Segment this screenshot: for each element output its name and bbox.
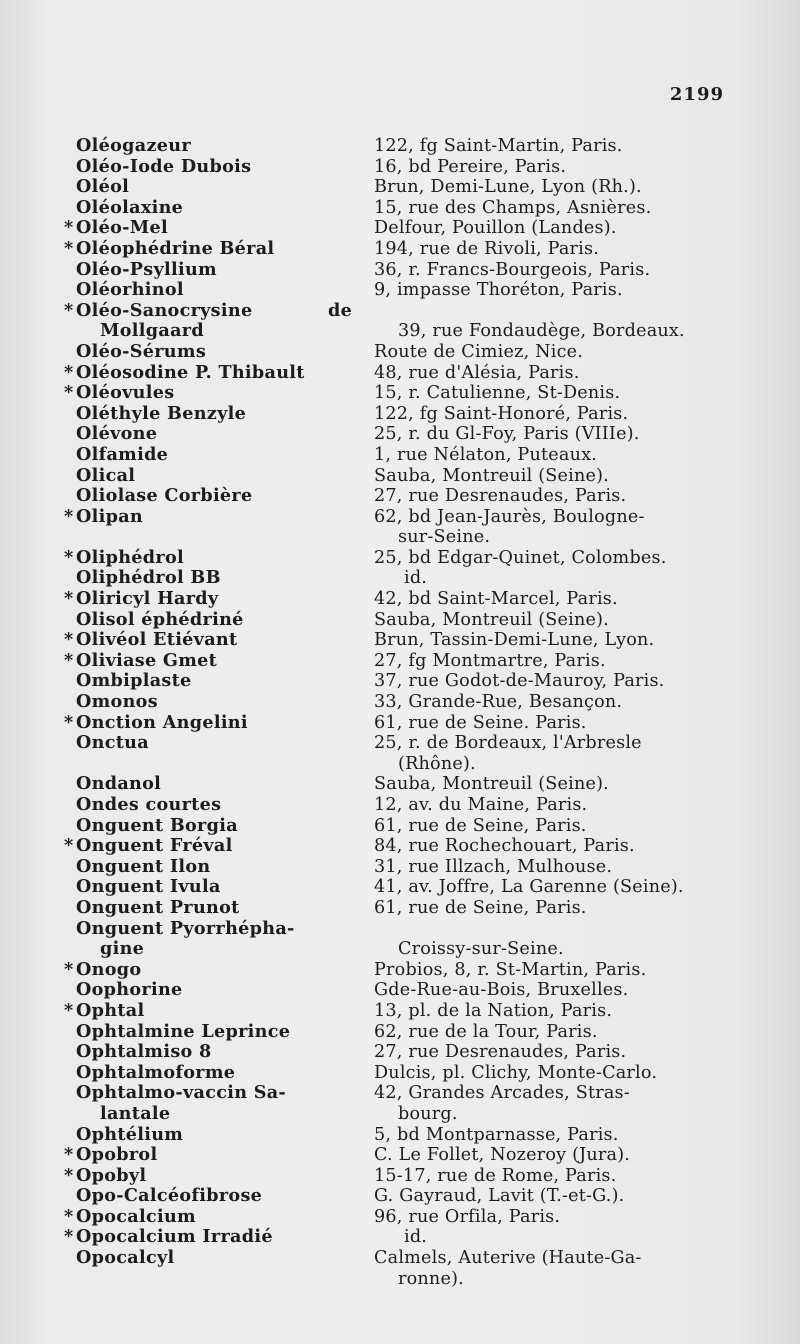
- address-line: Sauba, Montreuil (Seine).: [374, 774, 609, 795]
- product-name-line: lantale: [100, 1102, 171, 1124]
- product-name-line: Mollgaard: [100, 320, 204, 342]
- address: [374, 857, 736, 878]
- product-name: [64, 1144, 374, 1166]
- address: [374, 383, 736, 404]
- list-item: [76, 919, 736, 960]
- asterisk-mark: *: [64, 649, 74, 671]
- product-name-line: Oléol: [76, 176, 130, 198]
- asterisk-mark: *: [64, 361, 74, 383]
- product-name: [76, 1042, 374, 1063]
- product-name-line: Ombiplaste: [76, 670, 192, 692]
- address: [374, 1042, 736, 1063]
- list-item: [76, 1186, 736, 1207]
- list-item: [76, 424, 736, 445]
- product-name: [64, 1164, 374, 1187]
- address: [374, 1166, 736, 1187]
- address-line: 122, fg Saint-Honoré, Paris.: [374, 403, 629, 424]
- product-name-line: Ophtalmo-vaccin Sa-: [76, 1082, 287, 1104]
- product-name: [76, 177, 374, 198]
- asterisk-mark: *: [64, 299, 74, 321]
- address-line: ronne).: [398, 1268, 464, 1289]
- product-name: [76, 857, 374, 878]
- product-name-line: Olévone: [76, 423, 158, 445]
- page-number: 2199: [669, 84, 724, 105]
- address-line: Sauba, Montreuil (Seine).: [374, 609, 609, 630]
- product-name-line: Ophtalmine Leprince: [76, 1020, 291, 1042]
- address-line: 61, rue de Seine, Paris.: [374, 897, 587, 918]
- list-item: [76, 260, 736, 281]
- list-item: [76, 1063, 736, 1084]
- address: [374, 589, 736, 610]
- product-name-line: Onguent Ilon: [76, 855, 211, 877]
- product-name-line: Ophtalmiso 8: [76, 1041, 212, 1063]
- address-line: 1, rue Nélaton, Puteaux.: [374, 444, 598, 465]
- product-name: [76, 198, 374, 219]
- list-item: [64, 1144, 736, 1166]
- product-name-line: Ondanol: [76, 773, 162, 795]
- list-item: [76, 177, 736, 198]
- address-line: Croissy-sur-Seine.: [398, 939, 564, 960]
- address-line: 48, rue d'Alésia, Paris.: [374, 362, 580, 383]
- address-line: 42, bd Saint-Marcel, Paris.: [374, 589, 618, 610]
- product-name: [76, 919, 374, 960]
- product-name-line: Ophtal: [76, 999, 145, 1021]
- list-item: [64, 958, 736, 981]
- list-item: [76, 816, 736, 837]
- product-name-line: Olipan: [76, 505, 143, 527]
- list-item: [64, 629, 736, 651]
- list-item: [76, 404, 736, 425]
- list-item: [76, 774, 736, 795]
- address: [374, 445, 736, 466]
- address-line: Probios, 8, r. St-Martin, Paris.: [374, 959, 647, 980]
- product-name: [76, 733, 374, 754]
- address-line: Calmels, Auterive (Haute-Ga-: [374, 1248, 642, 1269]
- address: [374, 651, 736, 672]
- address-line: id.: [404, 1227, 428, 1248]
- address-line: Dulcis, pl. Clichy, Monte-Carlo.: [374, 1062, 658, 1083]
- address: [374, 1063, 736, 1084]
- address-line: 84, rue Rochechouart, Paris.: [374, 836, 635, 857]
- asterisk-mark: *: [64, 629, 74, 651]
- product-name-line: Ophtélium: [76, 1123, 184, 1145]
- list-item: [64, 299, 736, 342]
- product-name: [76, 1063, 374, 1084]
- product-name-line: Oléovules: [76, 382, 175, 404]
- address-line: Brun, Tassin-Demi-Lune, Lyon.: [374, 630, 655, 651]
- product-name-line: Olisol éphédriné: [76, 608, 244, 630]
- product-name: [64, 546, 374, 569]
- address-line: 61, rue de Seine, Paris.: [374, 815, 587, 836]
- product-name: [76, 568, 374, 589]
- product-name-line: Olivéol Etiévant: [76, 629, 238, 651]
- address: [374, 548, 736, 569]
- asterisk-mark: *: [64, 505, 74, 527]
- address: [374, 136, 736, 157]
- product-name: [64, 361, 374, 384]
- product-name: [76, 280, 374, 301]
- asterisk-mark: *: [64, 1226, 74, 1248]
- list-item: [76, 1042, 736, 1063]
- product-name-line: Olical: [76, 464, 136, 486]
- product-name-line: Oléo-Iode Dubois: [76, 155, 252, 177]
- product-name-line: Oliphédrol: [76, 546, 184, 568]
- list-item: [76, 877, 736, 898]
- address: [374, 898, 736, 919]
- address-line: 96, rue Orfila, Paris.: [374, 1206, 561, 1227]
- asterisk-mark: *: [64, 835, 74, 857]
- product-name: [76, 1125, 374, 1146]
- address: [374, 1145, 736, 1166]
- address-line: Brun, Demi-Lune, Lyon (Rh.).: [374, 177, 642, 198]
- list-item: [76, 857, 736, 878]
- product-name: [76, 1083, 374, 1124]
- asterisk-mark: *: [64, 1205, 74, 1227]
- product-name: [76, 136, 374, 157]
- list-item: [76, 1083, 736, 1124]
- address: [374, 877, 736, 898]
- product-name-line: Opocalcium Irradié: [76, 1226, 273, 1248]
- product-name: [64, 299, 374, 342]
- list-item: [76, 1125, 736, 1146]
- address-line: G. Gayraud, Lavit (T.-et-G.).: [374, 1186, 625, 1207]
- address-line: C. Le Follet, Nozeroy (Jura).: [374, 1145, 631, 1166]
- address: [374, 816, 736, 837]
- product-name: [64, 835, 374, 857]
- address-line: 42, Grandes Arcades, Stras-: [374, 1083, 630, 1104]
- product-name-line: Oliolase Corbière: [76, 485, 253, 507]
- asterisk-mark: *: [64, 217, 74, 239]
- product-name: [64, 1205, 374, 1228]
- address-line: 62, bd Jean-Jaurès, Boulogne-: [374, 506, 645, 527]
- product-name: [76, 486, 374, 507]
- address-line: 27, fg Montmartre, Paris.: [374, 650, 606, 671]
- product-name-line: Opocalcyl: [76, 1247, 175, 1269]
- address: [374, 1227, 736, 1248]
- product-name-line: Oliphédrol BB: [76, 567, 221, 589]
- address: [374, 363, 736, 384]
- entry-list: [64, 135, 736, 1289]
- address-line: bourg.: [398, 1103, 458, 1124]
- list-item: [76, 692, 736, 713]
- product-name: [76, 424, 374, 445]
- list-item: [76, 1022, 736, 1043]
- address-line: 25, bd Edgar-Quinet, Colombes.: [374, 547, 667, 568]
- product-name-line: Opo-Calcéofibrose: [76, 1185, 263, 1207]
- address-line: 36, r. Francs-Bourgeois, Paris.: [374, 259, 651, 280]
- asterisk-mark: *: [64, 382, 74, 404]
- product-name-suffix: de: [328, 299, 353, 321]
- list-item: [76, 445, 736, 466]
- product-name: [64, 1226, 374, 1248]
- product-name: [76, 1186, 374, 1207]
- address: [374, 404, 736, 425]
- list-item: [76, 486, 736, 507]
- product-name: [76, 795, 374, 816]
- product-name: [76, 404, 374, 425]
- product-name: [76, 157, 374, 178]
- address-line: 122, fg Saint-Martin, Paris.: [374, 136, 623, 156]
- address-line: 25, r. de Bordeaux, l'Arbresle: [374, 733, 642, 754]
- product-name-line: Oléthyle Benzyle: [76, 402, 247, 424]
- list-item: [76, 733, 736, 774]
- product-name: [64, 649, 374, 672]
- address: [374, 960, 736, 981]
- product-name: [76, 877, 374, 898]
- address: [374, 1207, 736, 1228]
- address-line: 27, rue Desrenaudes, Paris.: [374, 1042, 627, 1063]
- product-name: [76, 898, 374, 919]
- product-name: [76, 980, 374, 1001]
- list-item: [64, 999, 736, 1022]
- address: [374, 260, 736, 281]
- asterisk-mark: *: [64, 1164, 74, 1186]
- address-line: 41, av. Joffre, La Garenne (Seine).: [374, 877, 684, 898]
- product-name: [64, 505, 374, 528]
- list-item: [64, 711, 736, 734]
- list-item: [64, 361, 736, 384]
- list-item: [76, 157, 736, 178]
- address-line: 39, rue Fondaudège, Bordeaux.: [398, 321, 685, 342]
- address-line: Sauba, Montreuil (Seine).: [374, 465, 609, 486]
- address: [374, 568, 736, 589]
- address-line: 25, r. du Gl-Foy, Paris (VIIIe).: [374, 424, 640, 445]
- address: [374, 1125, 736, 1146]
- product-name-line: Oliviase Gmet: [76, 649, 218, 671]
- address: [374, 774, 736, 795]
- list-item: [64, 382, 736, 404]
- address-line: 31, rue Illzach, Mulhouse.: [374, 856, 613, 877]
- product-name: [76, 1248, 374, 1269]
- address-line: 5, bd Montparnasse, Paris.: [374, 1124, 619, 1145]
- asterisk-mark: *: [64, 1144, 74, 1166]
- address: [374, 157, 736, 178]
- address: [374, 424, 736, 445]
- asterisk-mark: *: [64, 999, 74, 1021]
- list-item: [76, 980, 736, 1001]
- address-line: 9, impasse Thoréton, Paris.: [374, 280, 623, 301]
- address-line: (Rhône).: [398, 753, 476, 774]
- asterisk-mark: *: [64, 958, 74, 980]
- address-line: 27, rue Desrenaudes, Paris.: [374, 486, 627, 507]
- address: [374, 980, 736, 1001]
- list-item: [64, 835, 736, 857]
- list-item: [64, 1205, 736, 1228]
- address: [374, 919, 736, 960]
- product-name-line: Oléo-Sérums: [76, 340, 207, 362]
- product-name: [64, 588, 374, 610]
- address: [374, 795, 736, 816]
- product-name-line: Onguent Prunot: [76, 896, 240, 918]
- address-line: id.: [404, 568, 428, 589]
- product-name: [64, 237, 374, 260]
- product-name: [64, 217, 374, 239]
- product-name: [64, 958, 374, 981]
- list-item: [76, 136, 736, 157]
- product-name: [64, 629, 374, 651]
- list-item: [64, 217, 736, 239]
- asterisk-mark: *: [64, 711, 74, 733]
- product-name: [76, 671, 374, 692]
- address-line: 16, bd Pereire, Paris.: [374, 156, 567, 177]
- product-name-line: Oléo-Mel: [76, 217, 168, 239]
- product-name-line: Onguent Borgia: [76, 814, 238, 836]
- list-item: [76, 198, 736, 219]
- product-name-line: Oléo-Sanocrysine de: [76, 299, 353, 321]
- address: [374, 1022, 736, 1043]
- address: [374, 836, 736, 857]
- address: [374, 610, 736, 631]
- address: [374, 466, 736, 487]
- product-name-line: Ophtalmoforme: [76, 1061, 236, 1083]
- address: [374, 1001, 736, 1022]
- product-name-line: Onguent Pyorrhépha-: [76, 917, 295, 939]
- address-line: 61, rue de Seine. Paris.: [374, 712, 587, 733]
- product-name: [76, 466, 374, 487]
- list-item: [76, 342, 736, 363]
- address: [374, 486, 736, 507]
- address: [374, 342, 736, 363]
- address: [374, 692, 736, 713]
- product-name: [76, 342, 374, 363]
- list-item: [64, 546, 736, 569]
- product-name: [76, 816, 374, 837]
- address-line: [374, 919, 736, 940]
- product-name-line: gine: [100, 938, 145, 960]
- address: [374, 301, 736, 342]
- product-name-line: Oliricyl Hardy: [76, 588, 219, 610]
- product-name-line: Onction Angelini: [76, 711, 248, 733]
- product-name-line: Oléogazeur: [76, 135, 191, 156]
- product-name: [76, 774, 374, 795]
- address-line: 15, r. Catulienne, St-Denis.: [374, 383, 621, 404]
- address: [374, 239, 736, 260]
- product-name-line: Opocalcium: [76, 1205, 196, 1227]
- list-item: [76, 466, 736, 487]
- product-name: [64, 711, 374, 734]
- address: [374, 671, 736, 692]
- list-item: [64, 649, 736, 672]
- address-line: 15, rue des Champs, Asnières.: [374, 197, 652, 218]
- address-line: 15-17, rue de Rome, Paris.: [374, 1165, 617, 1186]
- product-name-line: Oléo-Psyllium: [76, 258, 217, 280]
- address-line: 37, rue Godot-de-Mauroy, Paris.: [374, 671, 665, 692]
- product-name-line: Onctua: [76, 732, 149, 754]
- address-line: 33, Grande-Rue, Besançon.: [374, 692, 623, 713]
- address-line: Gde-Rue-au-Bois, Bruxelles.: [374, 980, 629, 1001]
- address-line: 194, rue de Rivoli, Paris.: [374, 238, 600, 259]
- product-name-line: Opobyl: [76, 1164, 147, 1186]
- list-item: [76, 898, 736, 919]
- address-line: 13, pl. de la Nation, Paris.: [374, 1000, 613, 1021]
- product-name: [76, 260, 374, 281]
- product-name-line: Onguent Ivula: [76, 876, 221, 898]
- address: [374, 218, 736, 239]
- address: [374, 733, 736, 774]
- product-name: [76, 1022, 374, 1043]
- list-item: [76, 795, 736, 816]
- list-item: [64, 1226, 736, 1248]
- product-name-line: Oléorhinol: [76, 279, 184, 301]
- list-item: [64, 237, 736, 260]
- product-name-line: Omonos: [76, 691, 158, 713]
- product-name-line: Ondes courtes: [76, 794, 222, 815]
- list-item: [76, 610, 736, 631]
- product-name-line: Onguent Fréval: [76, 835, 233, 857]
- list-item: [76, 1248, 736, 1289]
- product-name: [76, 610, 374, 631]
- list-item: [64, 1164, 736, 1187]
- address: [374, 198, 736, 219]
- product-name-line: Onogo: [76, 958, 142, 980]
- address: [374, 507, 736, 548]
- address: [374, 1186, 736, 1207]
- list-item: [64, 505, 736, 548]
- list-item: [76, 671, 736, 692]
- asterisk-mark: *: [64, 237, 74, 259]
- address: [374, 1083, 736, 1124]
- address-line: Delfour, Pouillon (Landes).: [374, 218, 617, 239]
- address-line: Route de Cimiez, Nice.: [374, 341, 584, 362]
- address-line: [374, 301, 736, 322]
- product-name: [64, 382, 374, 404]
- list-item: [76, 568, 736, 589]
- address-line: sur-Seine.: [398, 527, 491, 548]
- product-name: [64, 999, 374, 1022]
- asterisk-mark: *: [64, 546, 74, 568]
- list-item: [64, 588, 736, 610]
- address: [374, 280, 736, 301]
- address-line: 62, rue de la Tour, Paris.: [374, 1021, 598, 1042]
- product-name-line: Olfamide: [76, 443, 169, 465]
- product-name-line: Oléosodine P. Thibault: [76, 361, 305, 383]
- product-name: [76, 692, 374, 713]
- address-line: 12, av. du Maine, Paris.: [374, 795, 588, 815]
- asterisk-mark: *: [64, 588, 74, 610]
- product-name: [76, 445, 374, 466]
- address: [374, 1248, 736, 1289]
- product-name-line: Oophorine: [76, 979, 183, 1001]
- product-name-line: Opobrol: [76, 1144, 158, 1166]
- product-name-line: Oléophédrine Béral: [76, 237, 275, 259]
- address: [374, 177, 736, 198]
- address: [374, 630, 736, 651]
- list-item: [76, 280, 736, 301]
- product-name-line: Oléolaxine: [76, 196, 184, 218]
- address: [374, 713, 736, 734]
